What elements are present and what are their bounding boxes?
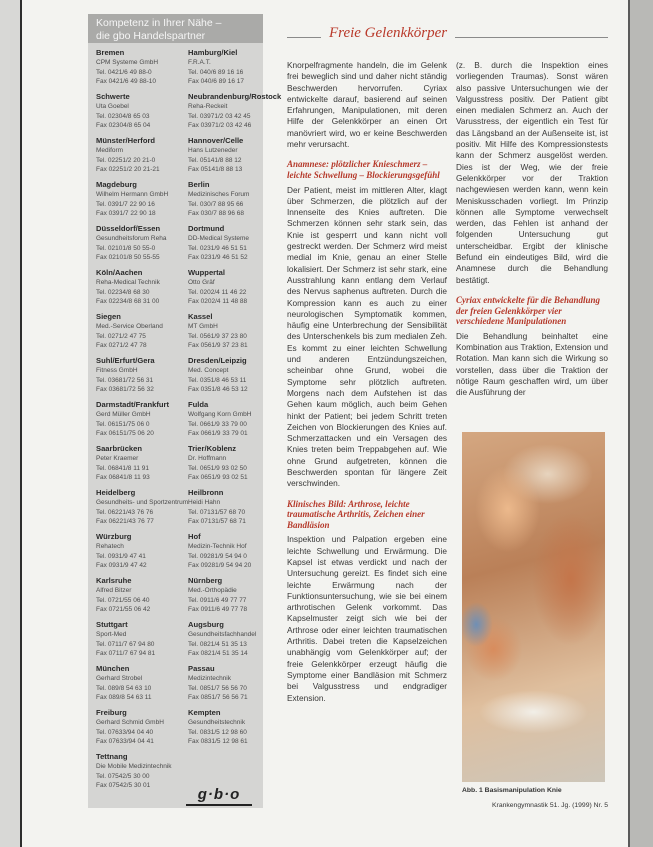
partner-detail: Fax 030/7 88 96 68 xyxy=(188,210,245,218)
partner-detail: Fax 040/6 89 16 17 xyxy=(188,78,245,86)
partner-entry xyxy=(96,488,189,532)
partner-detail: Tel. 0931/9 47 41 xyxy=(96,552,146,560)
partner-detail: Tel. 0391/7 22 90 16 xyxy=(96,200,155,208)
partner-detail: Fitness GmbH xyxy=(96,367,138,374)
partner-city: Dresden/Leipzig xyxy=(188,356,247,365)
partner-detail: Medizinisches Forum xyxy=(188,191,250,198)
scan-right-edge xyxy=(628,0,653,847)
partner-detail: Gesundheits- und Sportzentrum xyxy=(96,499,189,506)
partner-detail: Fax 07633/94 04 41 xyxy=(96,738,154,746)
article-title: Freie Gelenkkörper xyxy=(329,25,448,41)
partner-detail: Tel. 0202/4 11 46 22 xyxy=(188,288,247,296)
partner-city: München xyxy=(96,664,130,673)
partner-detail: Tel. 0651/9 93 02 50 xyxy=(188,464,247,472)
partner-detail: Fax 05141/8 88 13 xyxy=(188,166,243,174)
partner-city: Darmstadt/Frankfurt xyxy=(96,400,169,409)
partner-detail: Fax 06841/8 11 93 xyxy=(96,474,150,482)
partner-detail: Fax 03971/2 03 42 46 xyxy=(188,122,252,130)
partner-city: Kempten xyxy=(188,708,221,717)
partner-city: Münster/Herford xyxy=(96,136,156,145)
partner-detail: Tel. 0911/6 49 77 77 xyxy=(188,596,247,604)
partner-city: Saarbrücken xyxy=(96,444,143,453)
partner-entry xyxy=(96,576,184,620)
partner-entry xyxy=(96,312,184,356)
partners-left xyxy=(96,48,189,796)
partner-city: Heidelberg xyxy=(96,488,136,497)
partner-detail: Med.-Service Oberland xyxy=(96,323,163,330)
partner-detail: Alfred Bitzer xyxy=(96,587,132,594)
partner-city: Fulda xyxy=(188,400,209,409)
partner-detail: Fax 0851/7 56 56 71 xyxy=(188,694,248,702)
sidebar-title-line2: die gbo Handelspartner xyxy=(96,29,206,42)
partner-entry xyxy=(96,48,184,92)
partner-city: Magdeburg xyxy=(96,180,137,189)
partner-detail: Fax 089/8 54 63 11 xyxy=(96,694,152,702)
partner-detail: Fax 07542/5 30 01 xyxy=(96,782,151,790)
partner-detail: Reha-Medical Technik xyxy=(96,279,160,286)
partner-detail: Heidi Hahn xyxy=(188,499,221,506)
partner-detail: Tel. 0661/9 33 79 00 xyxy=(188,420,247,428)
partner-detail: CPM Systeme GmbH xyxy=(96,59,159,66)
partner-city: Stuttgart xyxy=(96,620,128,629)
partner-detail: Uta Goebel xyxy=(96,103,129,110)
partner-detail: Fax 0711/7 67 94 81 xyxy=(96,650,156,658)
partner-detail: Fax 06151/75 06 20 xyxy=(96,430,154,438)
partner-detail: Tel. 06151/75 06 0 xyxy=(96,420,150,428)
partner-entry xyxy=(96,532,184,576)
partner-entry xyxy=(188,136,261,180)
partner-detail: Gesundheitsforum Reha xyxy=(96,235,167,242)
article-paragraph: Inspektion und Palpation ergeben eine leichte Schwellung und Erwärmung. Die Kapsel ist etwas verdickt und nach der Untersuchung gereizt. Es findet sich eine leichte Erwärmung nach der Funktionsuntersuchung, wie sie bei einem arthrotischen Gelenk vorkommt. Das Kapselmuster zeigt sich wie bei der Arthrose oder einer leichten traumatischen Arthritis. Dabei treten die Kapselzeichen unabhängig vom Gelenkkörper auf; der freie Gelenkkörper erzeugt häufig die Symptome einer Bandläsion mit Schmerz bei Valgusstress und endgradiger Extension. xyxy=(287,534,447,703)
partner-city: Heilbronn xyxy=(188,488,224,497)
article-col2 xyxy=(456,60,608,430)
partner-detail: Tel. 02234/8 68 30 xyxy=(96,288,150,296)
partner-detail: Med.-Orthopädie xyxy=(188,587,237,594)
partner-entry xyxy=(96,620,184,664)
partner-city: Siegen xyxy=(96,312,121,321)
partner-detail: Gerhard Schmid GmbH xyxy=(96,719,164,726)
partner-city: Hof xyxy=(188,532,201,541)
article-title-bar xyxy=(287,20,608,42)
knee-manipulation-photo xyxy=(462,432,605,782)
partner-entry xyxy=(96,180,184,224)
sidebar-title-line1: Kompetenz in Ihrer Nähe – xyxy=(96,17,222,29)
partner-entry xyxy=(96,664,184,708)
partner-detail: Tel. 09281/9 54 94 0 xyxy=(188,552,247,560)
partner-entry xyxy=(96,224,184,268)
partner-city: Wuppertal xyxy=(188,268,225,277)
partner-entry xyxy=(188,664,261,708)
journal-footer: Krankengymnastik 51. Jg. (1999) Nr. 5 xyxy=(492,802,608,809)
partner-detail: Tel. 0271/2 47 75 xyxy=(96,332,146,340)
partner-entry xyxy=(96,752,184,796)
article-col1 xyxy=(287,60,447,805)
article-subheading: Anamnese: plötzlicher Knieschmerz – leichte Schwellung – Blockierungsgefühl xyxy=(287,159,440,180)
scan-left-edge xyxy=(0,0,22,847)
partner-detail: Tel. 0561/9 37 23 80 xyxy=(188,332,247,340)
partner-detail: Gesundheitsfachhandel xyxy=(188,631,257,638)
article-subheading: Klinisches Bild: Arthrose, leichte traumatische Arthritis, Zeichen einer Bandläsion xyxy=(287,498,425,530)
partner-entry xyxy=(188,356,261,400)
partner-detail: Hans Lutzeneder xyxy=(188,147,238,154)
partner-city: Suhl/Erfurt/Gera xyxy=(96,356,155,365)
partner-detail: Reha-Reckeit xyxy=(188,103,228,110)
title-rule-right xyxy=(455,37,608,38)
article-paragraph: Knorpelfragmente handeln, die im Gelenk frei beweglich sind und daher nicht ständig Beschwerden hervorrufen. Cyriax entwickelte darauf, basierend auf seinen Erfahrungen, Manipulationen, mit deren Hilfe der Gelenkkörper an einen Ort manövriert wird, wo er keine Beschwerden mehr verursacht. xyxy=(287,60,447,150)
partner-detail: Fax 0821/4 51 35 14 xyxy=(188,650,248,658)
partner-detail: Tel. 030/7 88 95 66 xyxy=(188,200,244,208)
article-paragraph: Der Patient, meist im mittleren Alter, klagt über Schmerzen, die plötzlich auf der Innenseite des Knies auftreten. Die Schmerzen können sehr stark sein, das Knie ist gesperrt und kann nicht voll gestreckt werden. Der Schmerz wird meist medial im Knie, genau an einer Stelle lokalisiert. Der Schmerz ist sehr stark, eine Ausstrahlung kann entlang dem Verlauf des Nervus saphenus auftreten. Durch die Kompression kann es auch zu einer neurologischen Symptomatik kommen, häufig eine Unterbrechung der Sensibilität des Unterschenkels bis zum medialen Zeh. Es kommt zu einer leichten Schwellung und anderen Entzündungszeichen, scheinbar ohne Grund, wobei die Symptome sehr plötzlich auftreten. Morgens nach dem Aufstehen ist das Gehen kaum möglich, auch beim Gehen hinkt der Patient; bei jedem Schritt treten Zeichen von Blockierungen des Knies auf. Schmerzattacken und ein Versagen des Knies treten beim Treppabgehen auf. Wie ohne Grund aufgetreten, können die Beschwerden spontan für längere Zeit verschwinden. xyxy=(287,184,447,489)
partner-detail: Tel. 0721/55 06 40 xyxy=(96,596,150,604)
partner-detail: Tel. 02251/2 20 21-0 xyxy=(96,156,156,164)
partner-detail: Medizintechnik xyxy=(188,675,231,682)
partner-city: Köln/Aachen xyxy=(96,268,143,277)
partner-entry xyxy=(188,400,261,444)
partner-detail: Fax 03681/72 56 32 xyxy=(96,386,154,394)
partner-detail: Rehatech xyxy=(96,543,124,550)
partner-entry xyxy=(96,708,184,752)
partner-entry xyxy=(188,708,261,752)
partner-detail: Fax 02304/8 65 04 xyxy=(96,122,151,130)
partner-detail: Dr. Hoffmann xyxy=(188,455,227,462)
partner-city: Nürnberg xyxy=(188,576,223,585)
partner-detail: Tel. 07633/94 04 40 xyxy=(96,728,154,736)
partner-detail: Tel. 02304/8 65 03 xyxy=(96,112,150,120)
partner-city: Düsseldorf/Essen xyxy=(96,224,161,233)
partner-detail: Tel. 0351/8 46 53 11 xyxy=(188,376,247,384)
partner-detail: Fax 0651/9 93 02 51 xyxy=(188,474,248,482)
partner-detail: Fax 0271/2 47 78 xyxy=(96,342,147,350)
partner-list xyxy=(96,48,282,806)
partner-city: Trier/Koblenz xyxy=(188,444,237,453)
partner-entry xyxy=(96,136,184,180)
partner-detail: Fax 09281/9 54 94 20 xyxy=(188,562,252,570)
partner-detail: Tel. 03971/2 03 42 45 xyxy=(188,112,251,120)
figure-caption: Abb. 1 Basismanipulation Knie xyxy=(462,787,562,794)
partner-detail: Tel. 0231/9 46 51 51 xyxy=(188,244,247,252)
partner-entry xyxy=(188,576,261,620)
partner-detail: Peter Kraemer xyxy=(96,455,139,462)
partner-detail: Fax 0661/9 33 79 01 xyxy=(188,430,248,438)
partner-detail: Tel. 02101/8 50 55-0 xyxy=(96,244,156,252)
partner-city: Hannover/Celle xyxy=(188,136,244,145)
partner-detail: Mediform xyxy=(96,147,124,154)
partner-detail: Otto Gräf xyxy=(188,279,215,286)
partner-city: Kassel xyxy=(188,312,213,321)
partner-detail: Tel. 07542/5 30 00 xyxy=(96,772,150,780)
article-subheading: Cyriax entwickelte für die Behandlung der freien Gelenkkörper vier verschiedene Manipulationen xyxy=(456,294,601,327)
partner-entry xyxy=(188,92,282,136)
partner-detail: Tel. 0851/7 56 56 70 xyxy=(188,684,247,692)
partner-detail: Fax 0931/9 47 42 xyxy=(96,562,147,570)
partner-entry xyxy=(188,488,261,532)
partner-detail: Tel. 06221/43 76 76 xyxy=(96,508,154,516)
partner-city: Passau xyxy=(188,664,215,673)
partner-detail: DD-Medical Systeme xyxy=(188,235,250,242)
partner-detail: Die Mobile Medizintechnik xyxy=(96,763,172,770)
partner-entry xyxy=(96,356,184,400)
partner-detail: Wilhelm Hermann GmbH xyxy=(96,191,169,198)
partner-entry xyxy=(96,268,184,312)
partner-detail: Tel. 0711/7 67 94 80 xyxy=(96,640,155,648)
partner-detail: Tel. 03681/72 56 31 xyxy=(96,376,154,384)
partner-detail: Fax 0351/8 46 53 12 xyxy=(188,386,248,394)
gbo-logo: g·b·o xyxy=(186,786,252,806)
partner-entry xyxy=(96,92,184,136)
partner-detail: Tel. 07131/57 68 70 xyxy=(188,508,246,516)
article-paragraph: (z. B. durch die Inspektion eines vorliegenden Traumas). Sonst wären also passive Untersuchungen wie der Valgusstress positiv. Der Patient gibt einen medialen Schmerz an. Auch der Varusstress, der eigentlich ein Test für das Längsband an der Außenseite ist, ist positiv. Mit Hilfe des Kompressionstests kann der Schmerz ausgelöst werden. Dies ist der Weg, wie der freie Gelenkkörper vor der Traktion nachgewiesen werden kann, wenn kein Meniskusschaden vorliegt. Im Prinzip können alle Symptome verwechselt werden, das Fehlen ist anhand der folgenden Untersuchung gut unterscheidbar. Ergibt der klinische Befund ein eindeutiges Bild, wird die Anamnese durch die Behandlung bestätigt. xyxy=(456,60,608,285)
partner-detail: Fax 0231/9 46 51 52 xyxy=(188,254,248,262)
partner-detail: Fax 0911/6 49 77 78 xyxy=(188,606,248,614)
partner-entry xyxy=(96,444,184,488)
partner-entry xyxy=(188,48,261,92)
partner-detail: Medizin-Technik Hof xyxy=(188,543,247,550)
partner-detail: Tel. 06841/8 11 91 xyxy=(96,464,150,472)
partner-detail: Tel. 0831/5 12 98 60 xyxy=(188,728,247,736)
partner-detail: Fax 06221/43 76 77 xyxy=(96,518,154,526)
partner-detail: Gerhard Strobel xyxy=(96,675,143,682)
partner-city: Würzburg xyxy=(96,532,132,541)
partner-city: Karlsruhe xyxy=(96,576,132,585)
partner-city: Freiburg xyxy=(96,708,127,717)
partner-detail: Wolfgang Korn GmbH xyxy=(188,411,252,418)
partner-detail: Tel. 040/6 89 16 16 xyxy=(188,68,244,76)
partner-detail: Fax 0391/7 22 90 18 xyxy=(96,210,156,218)
partner-detail: Tel. 089/8 54 63 10 xyxy=(96,684,152,692)
partner-detail: Tel. 05141/8 88 12 xyxy=(188,156,242,164)
partner-city: Berlin xyxy=(188,180,210,189)
partner-detail: Gerd Müller GmbH xyxy=(96,411,151,418)
partner-detail: Fax 0721/55 06 42 xyxy=(96,606,151,614)
partner-entry xyxy=(188,532,261,576)
partner-entry xyxy=(188,444,261,488)
title-rule-left xyxy=(287,37,321,38)
partner-detail: Tel. 0821/4 51 35 13 xyxy=(188,640,247,648)
partner-city: Tettnang xyxy=(96,752,128,761)
partner-entry xyxy=(96,400,184,444)
dealer-sidebar xyxy=(88,14,282,808)
partner-city: Dortmund xyxy=(188,224,225,233)
partner-city: Bremen xyxy=(96,48,125,57)
partner-detail: Fax 0421/6 49 88-10 xyxy=(96,78,156,86)
partner-city: Hamburg/Kiel xyxy=(188,48,238,57)
partner-detail: Fax 02101/8 50 55-55 xyxy=(96,254,160,262)
partner-detail: Sport-Med xyxy=(96,631,127,638)
partner-city: Augsburg xyxy=(188,620,224,629)
partner-detail: Med. Concept xyxy=(188,367,229,374)
partner-detail: Fax 02251/2 20 21-21 xyxy=(96,166,160,174)
partner-entry xyxy=(188,312,261,356)
partner-detail: Fax 0831/5 12 98 61 xyxy=(188,738,248,746)
partner-detail: Fax 0202/4 11 48 88 xyxy=(188,298,248,306)
partner-detail: Gesundheitstechnik xyxy=(188,719,246,726)
sidebar-header xyxy=(88,14,263,43)
partner-entry xyxy=(188,620,261,664)
partners-right xyxy=(188,48,282,752)
partner-entry xyxy=(188,224,261,268)
partner-detail: Fax 07131/57 68 71 xyxy=(188,518,246,526)
partner-detail: MT GmbH xyxy=(188,323,218,330)
partner-entry xyxy=(188,268,261,312)
partner-city: Neubrandenburg/Rostock xyxy=(188,92,282,101)
partner-detail: Tel. 0421/6 49 88-0 xyxy=(96,68,152,76)
partner-city: Schwerte xyxy=(96,92,130,101)
partner-detail: Fax 0561/9 37 23 81 xyxy=(188,342,248,350)
partner-detail: F.R.A.T. xyxy=(188,59,211,66)
partner-entry xyxy=(188,180,261,224)
partner-detail: Fax 02234/8 68 31 00 xyxy=(96,298,160,306)
article-paragraph: Die Behandlung beinhaltet eine Kombination aus Traktion, Extension und Rotation. Man kann sich die Wirkung so vorstellen, dass über die Traktion der nötige Raum geschaffen wird, um über die Ausführung der xyxy=(456,330,608,398)
